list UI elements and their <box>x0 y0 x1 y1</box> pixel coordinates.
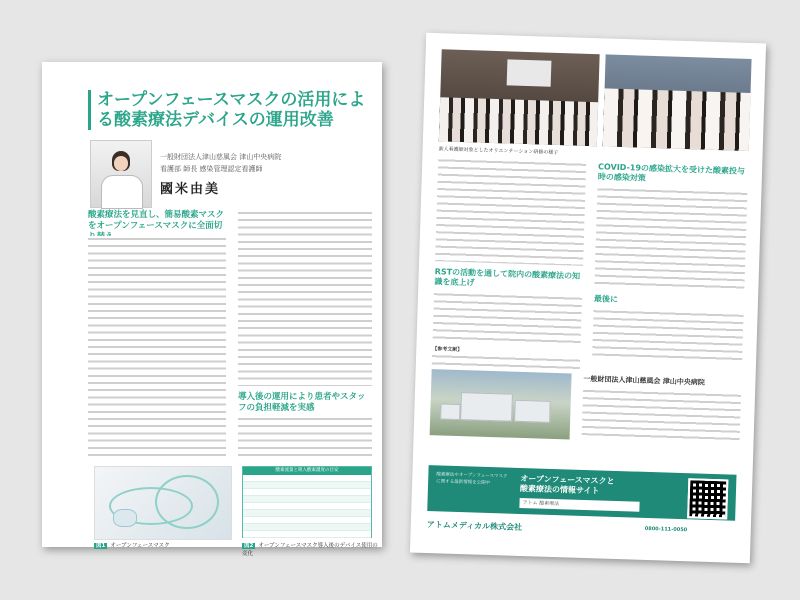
hospital-description <box>582 388 742 445</box>
section2-heading: 導入後の運用により患者やスタッフの負担軽減を実感 <box>238 392 366 413</box>
qr-code-icon[interactable] <box>687 478 728 519</box>
author-role: 看護部 師長 感染管理認定看護師 <box>160 165 263 173</box>
banner-search-box[interactable]: アトム 酸素療法 <box>519 498 639 512</box>
photo-caption: 新人看護師対象としたオリエンテーション研修の様子 <box>438 146 559 156</box>
references-heading: 【参考文献】 <box>432 346 463 354</box>
table-title: 酸素流量と吸入酸素濃度の目安 <box>243 467 371 475</box>
rp-body-col1b <box>433 291 582 344</box>
body-text-col2 <box>238 210 372 386</box>
phone-number: 0800-111-0050 <box>644 525 688 534</box>
hospital-heading: 一般財団法人津山慈風会 津山中央病院 <box>583 374 705 387</box>
section1-heading: 酸素療法を見直し、簡易酸素マスクをオープンフェースマスクに全面切 <box>88 210 225 231</box>
figure1-mask-photo <box>94 466 232 540</box>
banner-title: オープンフェースマスクと 酸素療法の情報サイト <box>519 473 615 496</box>
figure2-table <box>242 466 372 538</box>
lecture-photo <box>439 49 600 146</box>
body-text-col2b <box>238 416 372 460</box>
hospital-aerial-photo <box>430 369 572 439</box>
author-name: 國米由美 <box>160 182 221 197</box>
figure2-caption: 図2 オープンフェースマスク導入後のデバイス使用の変化 <box>242 543 378 557</box>
covid-section-heading: COVID-19の感染拡大を受けた酸素投与時の感染対策 <box>597 162 746 183</box>
left-page <box>42 62 382 557</box>
right-page <box>410 33 766 563</box>
author-photo <box>90 140 152 208</box>
figure1-caption: 図1 オープンフェースマスク <box>96 543 170 549</box>
article-title: オープンフェースマスクの活用による酸素療法デバイスの運用改善 <box>88 90 377 130</box>
rp-body-col2b <box>592 308 743 361</box>
rp-body-col1 <box>435 157 586 266</box>
last-section-heading: 最後に <box>593 294 619 304</box>
references-text <box>432 353 580 370</box>
info-site-banner[interactable] <box>427 465 736 521</box>
training-photo <box>603 54 752 151</box>
author-affiliation: 一般財団法人津山慈風会 津山中央病院 <box>160 153 282 161</box>
banner-lead: 酸素療法やオープンフェースマスクに関する最新情報を公開中 <box>436 472 508 486</box>
rst-section-heading: RSTの活動を通して院内の酸素療法の知識を底上げ <box>434 267 581 288</box>
body-text-col1 <box>88 236 226 458</box>
rp-body-col2 <box>594 186 747 293</box>
mask-icon <box>113 509 137 527</box>
company-logo: アトムメディカル株式会社 <box>426 520 523 533</box>
